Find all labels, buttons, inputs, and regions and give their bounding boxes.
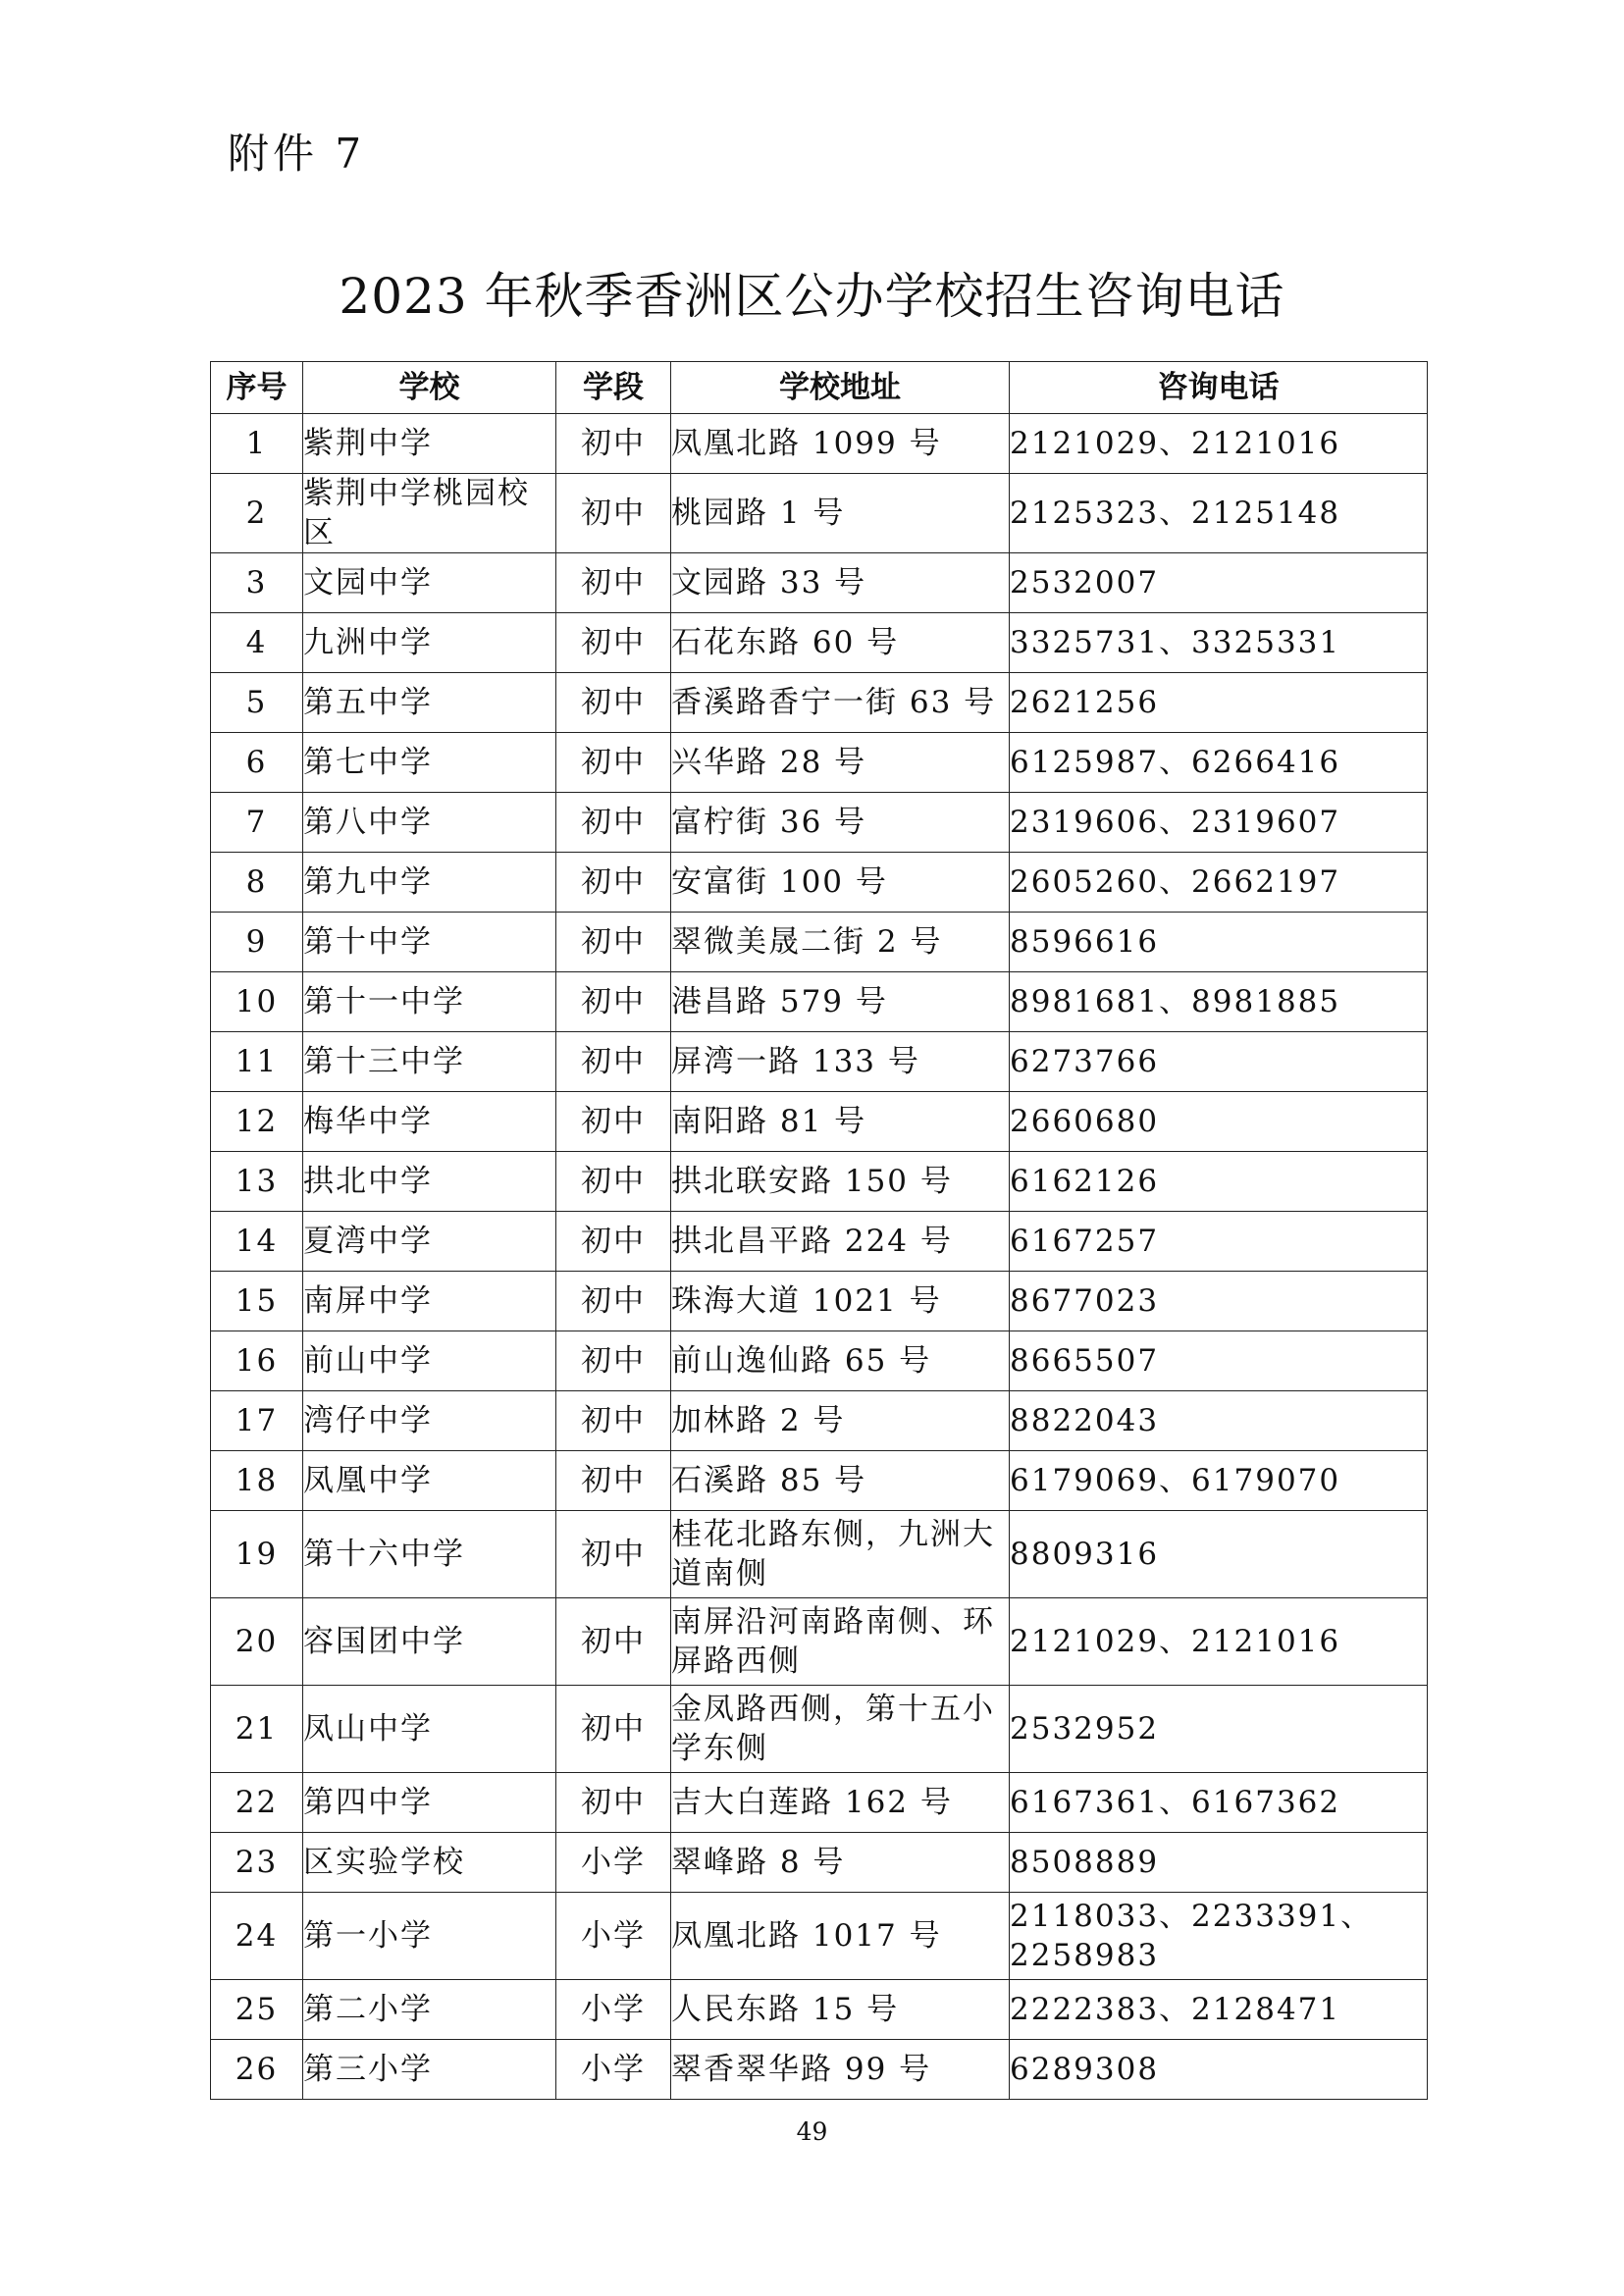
- cell-phone: 8677023: [1010, 1272, 1428, 1331]
- cell-school: 第二小学: [303, 1980, 556, 2040]
- cell-level: 初中: [556, 853, 671, 913]
- cell-address: 桃园路 1 号: [671, 474, 1010, 553]
- cell-school: 第十一中学: [303, 972, 556, 1032]
- cell-level: 初中: [556, 474, 671, 553]
- cell-school: 凤凰中学: [303, 1451, 556, 1511]
- cell-school: 第十中学: [303, 913, 556, 972]
- cell-phone: 2660680: [1010, 1092, 1428, 1152]
- cell-address: 金凤路西侧，第十五小学东侧: [671, 1686, 1010, 1773]
- cell-phone: 6167361、6167362: [1010, 1773, 1428, 1833]
- cell-no: 5: [211, 673, 303, 733]
- cell-school: 第九中学: [303, 853, 556, 913]
- cell-school: 第三小学: [303, 2040, 556, 2100]
- cell-school: 容国团中学: [303, 1598, 556, 1686]
- table-row: [211, 733, 1428, 793]
- cell-school: 凤山中学: [303, 1686, 556, 1773]
- cell-phone: 6167257: [1010, 1212, 1428, 1272]
- cell-no: 1: [211, 414, 303, 474]
- cell-address: 香溪路香宁一街 63 号: [671, 673, 1010, 733]
- table-row: [211, 1152, 1428, 1212]
- cell-phone: 6179069、6179070: [1010, 1451, 1428, 1511]
- cell-school: 夏湾中学: [303, 1212, 556, 1272]
- cell-no: 6: [211, 733, 303, 793]
- cell-school: 区实验学校: [303, 1833, 556, 1893]
- cell-address: 拱北联安路 150 号: [671, 1152, 1010, 1212]
- cell-address: 凤凰北路 1017 号: [671, 1893, 1010, 1980]
- cell-level: 初中: [556, 733, 671, 793]
- cell-address: 富柠街 36 号: [671, 793, 1010, 853]
- cell-address: 拱北昌平路 224 号: [671, 1212, 1010, 1272]
- cell-level: 初中: [556, 414, 671, 474]
- table-row: [211, 1451, 1428, 1511]
- cell-phone: 8822043: [1010, 1391, 1428, 1451]
- cell-address: 屏湾一路 133 号: [671, 1032, 1010, 1092]
- cell-phone: 2532007: [1010, 553, 1428, 613]
- table-row: [211, 1272, 1428, 1331]
- table-row: [211, 1833, 1428, 1893]
- cell-address: 桂花北路东侧，九洲大道南侧: [671, 1511, 1010, 1598]
- table-row: [211, 972, 1428, 1032]
- cell-no: 15: [211, 1272, 303, 1331]
- cell-no: 4: [211, 613, 303, 673]
- cell-address: 南阳路 81 号: [671, 1092, 1010, 1152]
- cell-no: 12: [211, 1092, 303, 1152]
- cell-phone: 6273766: [1010, 1032, 1428, 1092]
- cell-address: 翠微美晟二街 2 号: [671, 913, 1010, 972]
- cell-no: 16: [211, 1331, 303, 1391]
- table-header-row: [211, 362, 1428, 414]
- cell-school: 南屏中学: [303, 1272, 556, 1331]
- cell-phone: 2605260、2662197: [1010, 853, 1428, 913]
- column-header-phone: 咨询电话: [1010, 362, 1428, 414]
- cell-no: 18: [211, 1451, 303, 1511]
- table-row: [211, 853, 1428, 913]
- table-row: [211, 913, 1428, 972]
- table-row: [211, 2040, 1428, 2100]
- cell-phone: 8665507: [1010, 1331, 1428, 1391]
- cell-no: 22: [211, 1773, 303, 1833]
- cell-school: 第四中学: [303, 1773, 556, 1833]
- cell-level: 初中: [556, 1391, 671, 1451]
- cell-phone: 8809316: [1010, 1511, 1428, 1598]
- cell-level: 初中: [556, 673, 671, 733]
- cell-level: 初中: [556, 913, 671, 972]
- school-contact-table: [210, 361, 1428, 2100]
- table-row: [211, 1212, 1428, 1272]
- page-number: 49: [796, 2117, 828, 2146]
- cell-school: 第五中学: [303, 673, 556, 733]
- cell-no: 13: [211, 1152, 303, 1212]
- cell-phone: 6289308: [1010, 2040, 1428, 2100]
- cell-phone: 8981681、8981885: [1010, 972, 1428, 1032]
- cell-level: 初中: [556, 1331, 671, 1391]
- cell-level: 初中: [556, 1032, 671, 1092]
- column-header-level: 学段: [556, 362, 671, 414]
- cell-no: 23: [211, 1833, 303, 1893]
- cell-address: 文园路 33 号: [671, 553, 1010, 613]
- cell-level: 初中: [556, 1598, 671, 1686]
- cell-no: 14: [211, 1212, 303, 1272]
- cell-level: 初中: [556, 1686, 671, 1773]
- cell-no: 9: [211, 913, 303, 972]
- cell-level: 初中: [556, 972, 671, 1032]
- table-row: [211, 1980, 1428, 2040]
- cell-level: 初中: [556, 1773, 671, 1833]
- table-row: [211, 1686, 1428, 1773]
- cell-level: 初中: [556, 613, 671, 673]
- cell-phone: 2118033、2233391、2258983: [1010, 1893, 1428, 1980]
- cell-phone: 2222383、2128471: [1010, 1980, 1428, 2040]
- cell-level: 小学: [556, 1980, 671, 2040]
- cell-no: 20: [211, 1598, 303, 1686]
- cell-level: 初中: [556, 1272, 671, 1331]
- table-row: [211, 1511, 1428, 1598]
- cell-phone: 2125323、2125148: [1010, 474, 1428, 553]
- cell-address: 凤凰北路 1099 号: [671, 414, 1010, 474]
- cell-school: 梅华中学: [303, 1092, 556, 1152]
- cell-no: 26: [211, 2040, 303, 2100]
- cell-address: 加林路 2 号: [671, 1391, 1010, 1451]
- cell-address: 安富街 100 号: [671, 853, 1010, 913]
- cell-address: 南屏沿河南路南侧、环屏路西侧: [671, 1598, 1010, 1686]
- table-row: [211, 1773, 1428, 1833]
- cell-no: 21: [211, 1686, 303, 1773]
- cell-level: 初中: [556, 793, 671, 853]
- cell-address: 港昌路 579 号: [671, 972, 1010, 1032]
- cell-level: 初中: [556, 1092, 671, 1152]
- attachment-label: 附件 7: [228, 130, 366, 178]
- table-row: [211, 1893, 1428, 1980]
- cell-address: 珠海大道 1021 号: [671, 1272, 1010, 1331]
- cell-school: 湾仔中学: [303, 1391, 556, 1451]
- cell-level: 小学: [556, 1893, 671, 1980]
- cell-address: 前山逸仙路 65 号: [671, 1331, 1010, 1391]
- table-row: [211, 1092, 1428, 1152]
- cell-school: 第七中学: [303, 733, 556, 793]
- cell-phone: 2319606、2319607: [1010, 793, 1428, 853]
- table-row: [211, 1032, 1428, 1092]
- cell-no: 24: [211, 1893, 303, 1980]
- document-title: 2023 年秋季香洲区公办学校招生咨询电话: [339, 268, 1285, 325]
- table-row: [211, 1391, 1428, 1451]
- cell-phone: 3325731、3325331: [1010, 613, 1428, 673]
- cell-level: 小学: [556, 1833, 671, 1893]
- column-header-no: 序号: [211, 362, 303, 414]
- cell-address: 翠峰路 8 号: [671, 1833, 1010, 1893]
- cell-phone: 6162126: [1010, 1152, 1428, 1212]
- cell-no: 25: [211, 1980, 303, 2040]
- cell-no: 7: [211, 793, 303, 853]
- cell-no: 10: [211, 972, 303, 1032]
- cell-phone: 2121029、2121016: [1010, 1598, 1428, 1686]
- cell-no: 11: [211, 1032, 303, 1092]
- cell-level: 初中: [556, 1451, 671, 1511]
- cell-phone: 2621256: [1010, 673, 1428, 733]
- cell-no: 8: [211, 853, 303, 913]
- cell-level: 初中: [556, 1152, 671, 1212]
- column-header-school: 学校: [303, 362, 556, 414]
- cell-phone: 8508889: [1010, 1833, 1428, 1893]
- cell-phone: 2532952: [1010, 1686, 1428, 1773]
- table-row: [211, 553, 1428, 613]
- cell-address: 石花东路 60 号: [671, 613, 1010, 673]
- cell-address: 人民东路 15 号: [671, 1980, 1010, 2040]
- table-row: [211, 474, 1428, 553]
- cell-school: 第十六中学: [303, 1511, 556, 1598]
- cell-school: 紫荆中学: [303, 414, 556, 474]
- cell-address: 石溪路 85 号: [671, 1451, 1010, 1511]
- cell-phone: 2121029、2121016: [1010, 414, 1428, 474]
- table-row: [211, 613, 1428, 673]
- cell-address: 兴华路 28 号: [671, 733, 1010, 793]
- table-row: [211, 1331, 1428, 1391]
- table-body: [211, 414, 1428, 2100]
- cell-phone: 8596616: [1010, 913, 1428, 972]
- cell-address: 吉大白莲路 162 号: [671, 1773, 1010, 1833]
- table-row: [211, 414, 1428, 474]
- cell-school: 前山中学: [303, 1331, 556, 1391]
- cell-no: 3: [211, 553, 303, 613]
- cell-level: 初中: [556, 553, 671, 613]
- cell-school: 九洲中学: [303, 613, 556, 673]
- table-row: [211, 793, 1428, 853]
- cell-no: 17: [211, 1391, 303, 1451]
- cell-level: 初中: [556, 1212, 671, 1272]
- cell-phone: 6125987、6266416: [1010, 733, 1428, 793]
- cell-school: 第十三中学: [303, 1032, 556, 1092]
- cell-no: 19: [211, 1511, 303, 1598]
- cell-level: 初中: [556, 1511, 671, 1598]
- cell-level: 小学: [556, 2040, 671, 2100]
- cell-school: 紫荆中学桃园校区: [303, 474, 556, 553]
- cell-school: 文园中学: [303, 553, 556, 613]
- cell-address: 翠香翠华路 99 号: [671, 2040, 1010, 2100]
- table-row: [211, 1598, 1428, 1686]
- table-row: [211, 673, 1428, 733]
- cell-school: 第八中学: [303, 793, 556, 853]
- cell-school: 拱北中学: [303, 1152, 556, 1212]
- cell-no: 2: [211, 474, 303, 553]
- column-header-address: 学校地址: [671, 362, 1010, 414]
- cell-school: 第一小学: [303, 1893, 556, 1980]
